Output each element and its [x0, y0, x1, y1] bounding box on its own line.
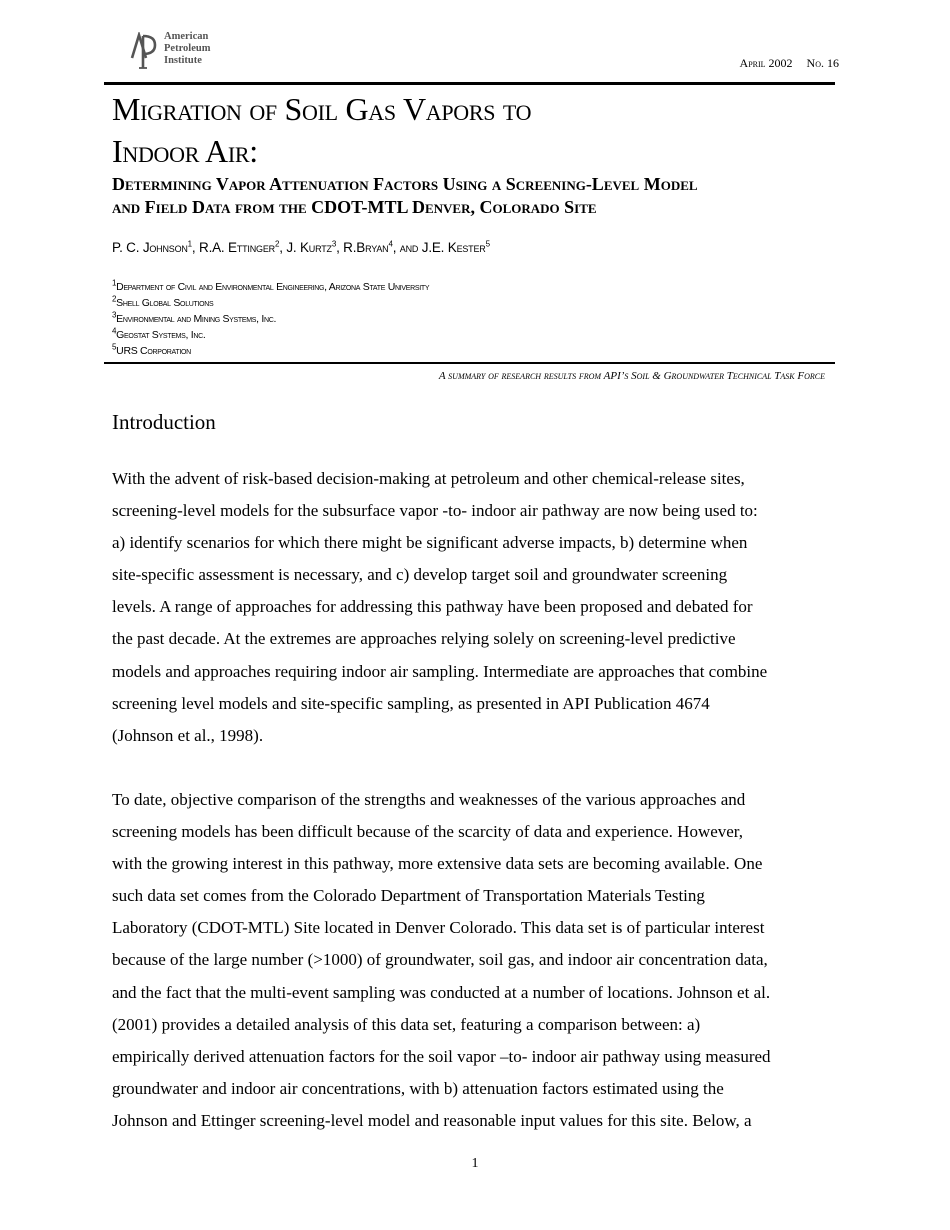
text-line: Johnson and Ettinger screening-level model and reasonable input values for this site. Below, a — [112, 1110, 752, 1130]
author-sep: , — [336, 240, 344, 255]
author-name: J. Kurtz — [286, 240, 332, 255]
author-name: R.A. Ettinger — [199, 240, 275, 255]
text-line: Laboratory (CDOT-MTL) Site located in Denver Colorado. This data set is of particular interest — [112, 918, 765, 938]
text-line: screening level models and site-specific sampling, as presented in API Publication 4674 — [112, 693, 710, 713]
issue-date — [740, 56, 839, 71]
org-line: Institute — [164, 55, 202, 66]
text-line: (2001) provides a detailed analysis of this data set, featuring a comparison between: a) — [112, 1014, 701, 1034]
text-line: screening-level models for the subsurface vapor -to- indoor air pathway are now being used to: — [112, 501, 758, 521]
text-line: and the fact that the multi-event sampling was conducted at a number of locations. Johnson et al. — [112, 982, 771, 1002]
text-line: such data set comes from the Colorado Department of Transportation Materials Testing — [112, 886, 705, 906]
text-line: groundwater and indoor air concentrations, with b) attenuation factors estimated using the — [112, 1078, 724, 1098]
text-line: the past decade. At the extremes are approaches relying solely on screening-level predictive — [112, 629, 736, 649]
document-subtitle — [112, 173, 842, 219]
author-sup: 3 — [331, 239, 337, 249]
affiliation-item — [112, 311, 429, 327]
text-line: To date, objective comparison of the strengths and weaknesses of the various approaches and — [112, 790, 746, 809]
tagline: A summary of research results from API’s Soil & Groundwater Technical Task Force — [438, 370, 825, 382]
author-name: P. C. Johnson — [112, 240, 188, 255]
author-name: R.Bryan — [343, 240, 389, 255]
org-name — [164, 31, 210, 67]
affiliation-text: Environmental and Mining Systems, Inc. — [116, 313, 277, 325]
text-line: because of the large number (>1000) of groundwater, soil gas, and indoor air concentration data, — [112, 950, 768, 970]
author-sup: 4 — [388, 239, 393, 249]
subtitle-line: Determining Vapor Attenuation Factors Using a Screening-Level Model — [112, 174, 698, 194]
text-line: levels. A range of approaches for addressing this pathway have been proposed and debated for — [112, 597, 753, 617]
text-line: (Johnson et al., 1998). — [112, 725, 264, 745]
org-line: Petroleum — [164, 43, 211, 54]
affiliation-sup: 5 — [112, 342, 117, 352]
author-sep: , — [279, 240, 287, 255]
text-line: with the growing interest in this pathway, more extensive data sets are becoming available. One — [112, 854, 763, 874]
affiliation-item — [112, 279, 429, 295]
author-name: J.E. Kester — [421, 240, 486, 255]
header-rule — [104, 362, 835, 364]
affiliation-sup: 4 — [112, 326, 117, 336]
intro-paragraph-1 — [112, 463, 838, 752]
affiliation-text: Department of Civil and Environmental Engineering, Arizona State University — [116, 281, 430, 293]
text-line: site-specific assessment is necessary, and c) develop target soil and groundwater screening — [112, 565, 728, 585]
title-line: Migration of Soil Gas Vapors to — [112, 91, 532, 127]
author-sep: , — [191, 240, 200, 255]
affiliation-text: URS Corporation — [116, 345, 191, 357]
text-line: empirically derived attenuation factors for the soil vapor –to- indoor air pathway using measured — [112, 1046, 771, 1066]
text-line: models and approaches requiring indoor air sampling. Intermediate are approaches that combine — [112, 661, 768, 681]
affiliation-sup: 3 — [112, 310, 117, 320]
document-title — [112, 88, 832, 172]
affiliation-sup: 2 — [112, 294, 117, 304]
text-line: a) identify scenarios for which there might be significant adverse impacts, b) determine when — [112, 533, 748, 553]
intro-paragraph-2 — [112, 784, 838, 1137]
author-list — [112, 240, 490, 255]
section-heading: Introduction — [112, 410, 216, 434]
affiliation-sup: 1 — [112, 278, 117, 288]
text-line: With the advent of risk-based decision-making at petroleum and other chemical-release sites, — [112, 469, 745, 488]
affiliation-item — [112, 343, 429, 359]
author-sup: 2 — [274, 239, 280, 249]
top-rule — [104, 82, 835, 85]
page-number: 1 — [471, 1156, 479, 1171]
org-line: American — [164, 31, 209, 42]
text-line: screening models has been difficult because of the scarcity of data and experience. However, — [112, 822, 744, 842]
affiliation-list — [112, 279, 429, 359]
author-sup: 1 — [187, 239, 192, 249]
author-sep: , and — [392, 240, 422, 255]
title-line: Indoor Air: — [112, 133, 258, 169]
author-sup: 5 — [485, 239, 490, 249]
affiliation-item — [112, 327, 429, 343]
subtitle-line: and Field Data from the CDOT-MTL Denver, Colorado Site — [112, 197, 597, 217]
date-text: April 2002 — [739, 56, 793, 70]
affiliation-text: Shell Global Solutions — [116, 297, 214, 309]
affiliation-item — [112, 295, 429, 311]
affiliation-text: Geostat Systems, Inc. — [116, 329, 206, 341]
issue-number: No. 16 — [806, 56, 839, 70]
